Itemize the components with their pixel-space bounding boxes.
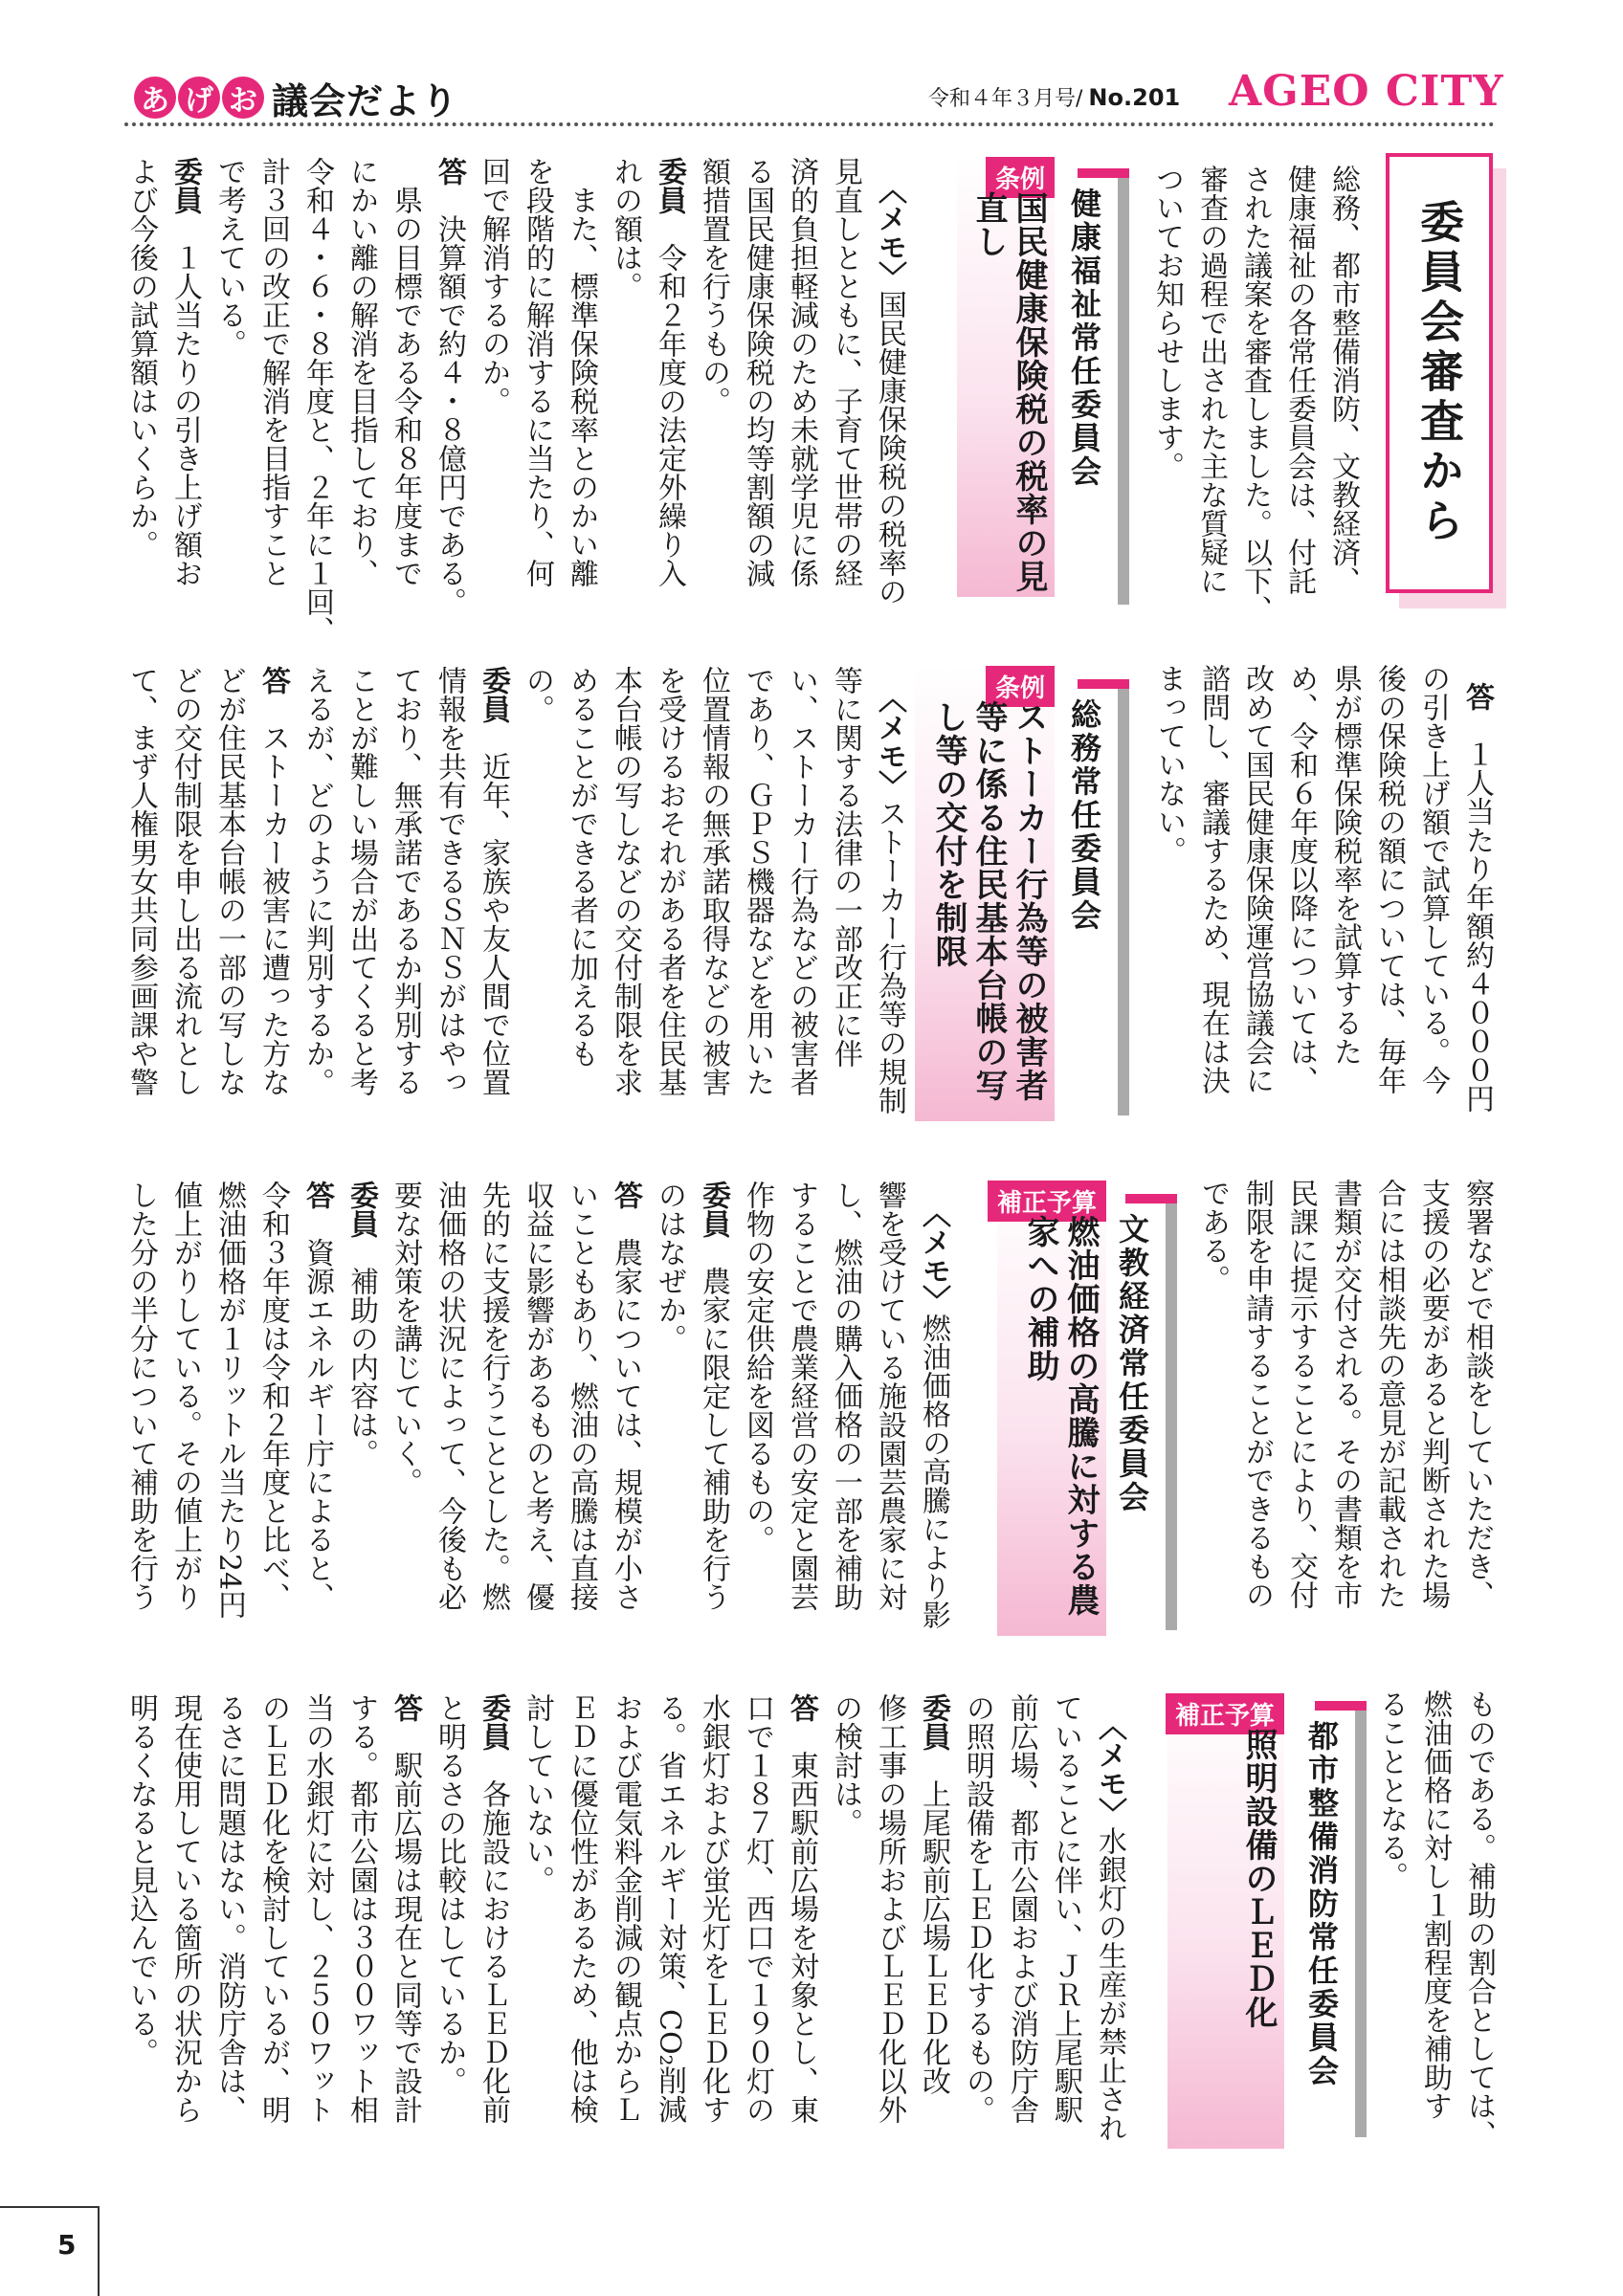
kenko-memo: 〈メモ〉国民健康保険税の税率の 見直しとともに、子育て世帯の経 済的負担軽減のため未就学児に係 る国民健康保険税の均等割額の減 額措置を行うもの。 [697, 157, 906, 607]
toshi-q2: 委員 各施設におけるＬＥＤ化前 と明るさの比較はしているか。 [433, 1693, 510, 2124]
logo-char-ge: げ [178, 77, 220, 119]
committee-bar [1166, 1194, 1177, 1630]
kenko-q2: 委員 １人当たりの引き上げ額お よび今後の試算額はいくらか。 [124, 157, 202, 587]
page-number: 5 [57, 2229, 77, 2261]
somu-cont: 察署などで相談をしていただき、 支援の必要があると判断された場 合には相談先の意見が記載された 書類が交付される。その書類を市 民課に提示することにより、交付 制限を申請することができるもの である。 [1196, 1179, 1494, 1609]
page-title: 委員会審査から [1413, 199, 1465, 547]
toshi-q1: 委員 上尾駅前広場ＬＥＤ化改 修工事の場所およびＬＥＤ化以外 の検討は。 [829, 1693, 950, 2124]
kenko-a2: 答 １人当たり年額約４０００円 の引き上げ額で試算している。今 後の保険税の額については、毎年 県が標準保険税率を試算するた め、令和６年度以降については、 改めて国民健康保険運営協議会に 諮問し、審議するため、現在は決 まっていない。 [1152, 664, 1494, 1114]
issue-number: No.201 [1088, 84, 1181, 111]
bunkyo-memo: 〈メモ〉燃油価格の高騰により影 響を受けている施設園芸農家に対 し、燃油の購入価格の一部を補助 することで農業経営の安定と園芸 作物の安定供給を図るもの。 [741, 1181, 950, 1630]
tag-toshi: 補正予算 [1166, 1693, 1284, 1734]
committee-kenko: 健康福祉常任委員会 [1066, 188, 1102, 489]
somu-a1: 答 ストーカー被害に遭った方な どが住民基本台帳の一部の写しな どの交付制限を申し出る流れとし て、まず人権男女共同参画課や警 [124, 666, 290, 1096]
somu-body [119, 666, 955, 1125]
subject-bunkyo-text: 燃油価格の高騰に対する農 家への補助 [1021, 1215, 1100, 1617]
kenko-a1: 答 決算額で約４・８億円である。 県の目標である令和８年度まで にかい離の解消を目指しており、 令和４・６・８年度と、２年に１回、 計３回の改正で解消を目指すこと で考えている。 [212, 157, 466, 645]
toshi-memo: 〈メモ〉水銀灯の生産が禁止され ていることに伴い、ＪＲ上尾駅駅 前広場、都市公園および消防庁舎 の照明設備をＬＥＤ化するもの。 [961, 1693, 1126, 2143]
somu-q1: 委員 近年、家族や友人間で位置 情報を共有できるＳＮＳがはやっ ており、無承諾であるか判別する ことが難しい場合が出てくると考 えるが、どのように判別するか。 [300, 666, 510, 1096]
logo-suffix: 議会だより [272, 79, 459, 122]
header-divider [124, 122, 1495, 126]
committee-bar [1118, 679, 1129, 1115]
toshi-a1: 答 東西駅前広場を対象とし、東 口で１８７灯、西口で１９０灯の 水銀灯および蛍光灯をＬＥＤ化す る。省エネルギー対策、CO₂削減 および電気料金削減の観点からＬ ＥＤに優位性があるため、他は検 討していない。 [521, 1693, 818, 2124]
logo-char-o: お [222, 77, 264, 119]
committee-toshi: 都市整備消防常任委員会 [1303, 1720, 1340, 2088]
subject-toshi [1167, 1693, 1284, 2149]
logo-char-a: あ [134, 77, 176, 119]
page-number-box [0, 2206, 100, 2296]
committee-bunkyo: 文教経済常任委員会 [1114, 1213, 1150, 1514]
bunkyo-cont: ものである。補助の割合としては、 燃油価格に対し１割程度を補助す ることとなる。 [1374, 1689, 1496, 2149]
header-logo [134, 69, 458, 126]
intro-text: 総務、都市整備消防、文教経済、 健康福祉の各常任委員会は、付託 された議案を審査しました。以下、 審査の過程で出された主な質疑に ついてお知らせします。 [1150, 165, 1360, 624]
tag-kenko: 条例 [986, 157, 1055, 198]
bunkyo-q1: 委員 農家に限定して補助を行う のはなぜか。 [653, 1181, 730, 1611]
bunkyo-q2: 委員 補助の内容は。 [345, 1181, 378, 1468]
subject-kenko-text: 国民健康保険税の税率の見 直し [969, 191, 1048, 593]
bunkyo-a2: 答 資源エネルギー庁によると、 令和３年度は令和２年度と比べ、 燃油価格が１リットル当たり24円 値上がりしている。その値上がり した分の半分について補助を行う [124, 1181, 334, 1620]
somu-memo: 〈メモ〉ストーカー行為等の規制 等に関する法律の一部改正に伴 い、ストーカー行為などの被害者 であり、ＧＰＳ機器などを用いた 位置情報の無承諾取得などの被害 を受けるおそれがある者を住民基 本台帳の写しなどの交付制限を求 めることができる者に加えるも の。 [521, 666, 906, 1115]
kenko-body [119, 157, 955, 645]
kenko-q1: 委員 令和２年度の法定外繰り入 れの額は。 また、標準保険税率とのかい離 を段階的に解消するに当たり、何 回で解消するのか。 [477, 157, 686, 587]
tag-somu: 条例 [986, 666, 1055, 707]
committee-somu: 総務常任委員会 [1066, 698, 1102, 933]
issue-info [928, 82, 1180, 112]
committee-bar [1355, 1701, 1367, 2137]
subject-kenko [957, 157, 1055, 597]
toshi-body [119, 1693, 1175, 2152]
subject-bunkyo [997, 1181, 1106, 1636]
title-box [1386, 153, 1493, 593]
tag-bunkyo: 補正予算 [988, 1181, 1106, 1222]
subject-somu-text: ストーカー行為等の被害者 等に係る住民基本台帳の写 し等の交付を制限 [929, 700, 1048, 1102]
subject-toshi-text: 照明設備のＬＥＤ化 [1239, 1728, 1278, 2029]
city-name: AGEO CITY [1229, 67, 1504, 116]
committee-bar [1118, 168, 1129, 605]
issue-date: 令和４年３月号/ [928, 87, 1083, 111]
bunkyo-a1: 答 農家については、規模が小さ いこともあり、燃油の高騰は直接 収益に影響があるものと考え、優 先的に支援を行うこととした。燃 油価格の状況によって、今後も必 要な対策を講じていく。 [389, 1181, 642, 1611]
toshi-a2: 答 駅前広場は現在と同等で設計 する。都市公園は３００ワット相 当の水銀灯に対し、２５０ワット のＬＥＤ化を検討しているが、明 るさに問題はない。消防庁舎は、 現在使用している箇所の状況から 明るくなると見込んでいる。 [124, 1693, 422, 2124]
bunkyo-body [119, 1181, 999, 1640]
